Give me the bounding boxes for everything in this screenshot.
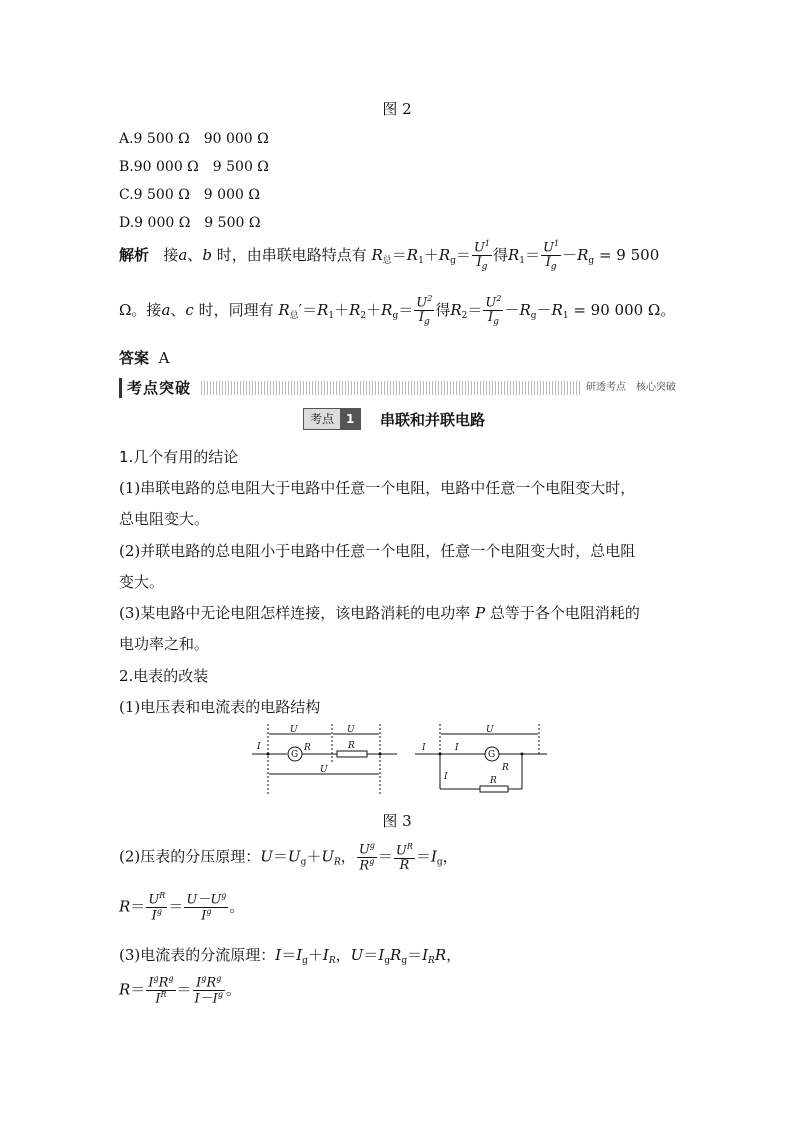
option-c: C.9 500 Ω 9 000 Ω xyxy=(119,187,260,203)
answer-value: A xyxy=(158,349,170,367)
option-b: B.90 000 Ω 9 500 Ω xyxy=(119,159,269,175)
para-2b: 变大。 xyxy=(119,573,165,591)
heading-1: 1.几个有用的结论 xyxy=(119,448,239,466)
formula-r-ammeter: R＝ $\frac{I^gR^g}{I^R}$ ＝ $\frac{I^gR^g}{I-I^g}$ 。 xyxy=(119,974,241,1007)
label-u-right: U xyxy=(486,725,494,735)
para-1a: (1)串联电路的总电阻大于电路中任意一个电阻，电路中任意一个电阻变大时， xyxy=(119,479,636,497)
label-rg-left: R xyxy=(304,743,311,753)
para-6: (3)电流表的分流原理：$I=I_g+I_R$，$U=I_gR_g=I_RR$， xyxy=(119,946,462,966)
label-ig: I xyxy=(257,742,261,752)
option-d: D.9 000 Ω 9 500 Ω xyxy=(119,215,261,231)
circuit-diagrams xyxy=(252,724,552,799)
section-title: 考点突破 xyxy=(119,378,191,398)
figure-3-caption: 图 3 xyxy=(382,812,412,830)
label-u-left: U xyxy=(320,765,328,775)
label-ig-right: I xyxy=(455,743,459,753)
label-i: I xyxy=(422,743,426,753)
para-3b: 电功率之和。 xyxy=(119,635,210,653)
kaodian-badge: 考点 1 xyxy=(303,408,361,430)
heading-2: 2.电表的改装 xyxy=(119,667,209,685)
section-bar-pattern xyxy=(201,381,581,395)
label-ir: I xyxy=(444,772,448,782)
formula-r-voltmeter: R＝ $\frac{U^R}{I^g}$ ＝ $\frac{U-U^g}{I^g}$ 。 xyxy=(119,891,245,924)
label-ug: U xyxy=(290,725,298,735)
para-4: (1)电压表和电流表的电路结构 xyxy=(119,698,321,716)
section-bar xyxy=(119,378,676,398)
solution-label: 解析 xyxy=(119,246,150,265)
figure-2-caption: 图 2 xyxy=(382,100,412,118)
para-5: (2)压表的分压原理：$U=U_g+U_R$， $\frac{U^g}{R^g}$ ＝ $\frac{U^R}{R}$ $=I_g$， xyxy=(119,841,458,874)
para-1b: 总电阻变大。 xyxy=(119,510,210,528)
label-g-right: G xyxy=(488,750,496,760)
label-ur: U xyxy=(347,725,355,735)
option-a: A.9 500 Ω 90 000 Ω xyxy=(119,131,269,147)
section-subtitle: 研透考点 核心突破 xyxy=(586,382,676,393)
answer-label: 答案 xyxy=(119,349,150,367)
label-r-right: R xyxy=(490,776,497,786)
para-2a: (2)并联电路的总电阻小于电路中任意一个电阻，任意一个电阻变大时，总电阻 xyxy=(119,542,636,560)
label-g-left: G xyxy=(291,750,299,760)
answer-line xyxy=(119,347,169,368)
label-r-left: R xyxy=(348,741,355,751)
label-rg-right: R xyxy=(502,763,509,773)
para-3a: (3)某电路中无论电阻怎样连接，该电路消耗的电功率 P 总等于各个电阻消耗的 xyxy=(119,604,640,622)
solution-line-1: 解析 接a、b 时，由串联电路特点有 $R_总=R_1+R_g=$ $\frac{U^1}{I_g}$ 得$R_1=$ $\frac{U^1}{I_g}$ $-R_g = 9$ 500 xyxy=(119,239,660,272)
solution-line-2: Ω。接a、c 时，同理有 $R_总'=R_1+R_2+R_g=$ $\frac{U^2}{I_g}$ 得$R_2=$ $\frac{U^2}{I_g}$ $-R_g-R_1 = 90$ 000 Ω。 xyxy=(119,294,676,327)
kaodian-title: 串联和并联电路 xyxy=(380,411,486,429)
